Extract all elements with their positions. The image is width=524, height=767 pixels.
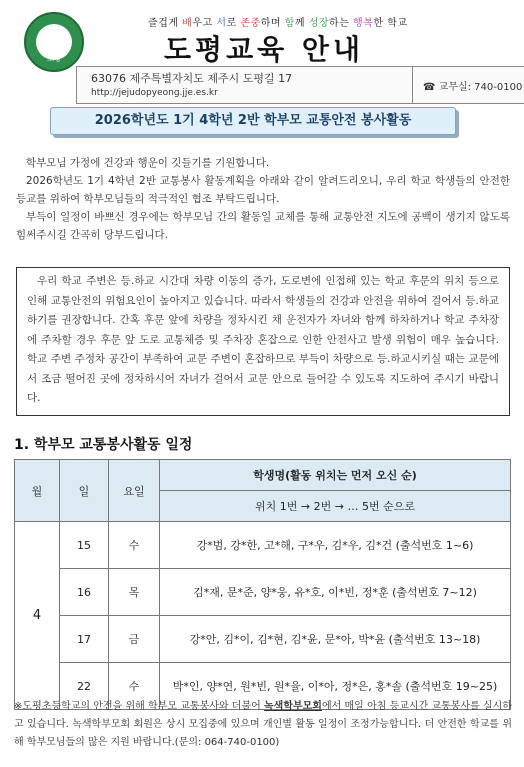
footnote [14,698,512,752]
motto-segment: 우고 [192,18,217,29]
page-title: 도평교육 안내 [163,33,365,66]
month-header: 월 [15,460,60,522]
motto-segment: 즐겁게 [148,18,183,29]
greeting-paragraph: 학부모님 가정에 건강과 행운이 깃들기를 기원합니다. [26,157,270,169]
day-cell: 17 [60,616,109,663]
names-header: 학생명(활동 위치는 먼저 오신 순) [160,460,511,491]
day-cell: 15 [60,522,109,569]
office-phone: ☎ 교무실: 740-0100 [423,82,523,93]
motto-segment: 함 [284,18,295,29]
motto-segment: 하는 [329,18,354,29]
logo-label: 도평 [47,55,61,63]
motto-segment: 성장 [308,18,330,29]
motto-segment: 배 [182,18,193,29]
motto-segment: 께 [294,18,309,29]
safety-notice-box [16,267,510,416]
weekday-cell: 수 [109,663,160,710]
motto-segment: 서 [216,18,227,29]
motto-segment: 행복 [353,18,374,29]
table-row [15,569,511,616]
day-cell: 16 [60,569,109,616]
table-row [15,522,511,569]
month-cell: 4 [15,522,60,710]
banner-title: 2026학년도 1기 4학년 2반 학부모 교통안전 봉사활동 [94,113,412,128]
footnote-lead: ※도평초등학교의 안전을 위해 학부모 교통봉사와 더불어 [14,701,264,712]
green-parents-club: 녹색학부모회 [264,701,322,712]
school-address: 63076 제주특별자치도 제주시 도평길 17 [91,72,293,85]
phone-box [412,66,524,104]
schedule-table [14,459,511,710]
weekday-cell: 수 [109,522,160,569]
letterhead [18,8,523,98]
motto-segment: 존중 [240,18,261,29]
footnote-rest: 에서 매일 아침 등교시간 교통봉사를 실시하고 있습니다. 녹색학부모회 회원은 상시 모집중에 있으며 개인별 활동 일정이 조정가능합니다. 더 안전한 학교를 위해 학부모님들의 많은 지원 바랍니다.(문의: 064-740-0100) [14,701,512,748]
names-cell: 강*안, 김*이, 김*현, 김*윤, 문*아, 박*윤 (출석번호 13~18) [160,616,511,663]
weekday-cell: 목 [109,569,160,616]
plan-paragraph: 2026학년도 1기 4학년 2반 교통봉사 활동계획을 아래와 같이 알려드리오니, 우리 학교 학생들의 안전한 등교를 위하여 학부모님들의 적극적인 협조 부탁드립니다. [16,175,510,205]
school-motto [148,14,408,29]
motto-segment: 하며 [260,18,285,29]
motto-segment: 로 [226,18,241,29]
order-header: 위치 1번 → 2번 → … 5번 순으로 [160,491,511,522]
address-box [76,66,414,104]
notice-banner [50,107,456,135]
section-title: 1. 학부모 교통봉사활동 일정 [14,437,193,453]
request-paragraph: 부득이 일정이 바쁘신 경우에는 학부모님 간의 활동일 교체를 통해 교통안전 지도에 공백이 생기지 않도록 힘써주시길 간곡히 당부드립니다. [16,211,510,241]
names-cell: 김*재, 문*준, 양*웅, 유*호, 이*빈, 정*훈 (출석번호 7~12) [160,569,511,616]
weekday-header: 요일 [109,460,160,522]
names-cell: 강*범, 강*한, 고*해, 구*우, 김*우, 김*건 (출석번호 1~6) [160,522,511,569]
day-cell: 22 [60,663,109,710]
names-cell: 박*인, 양*연, 원*빈, 원*율, 이*아, 정*은, 홍*솔 (출석번호 19~25) [160,663,511,710]
table-row [15,616,511,663]
day-header: 일 [60,460,109,522]
school-url[interactable]: http://jejudopyeong.jje.es.kr [91,88,218,98]
safety-notice-text: 우리 학교 주변은 등.하교 시간대 차량 이동의 증가, 도로변에 인접해 있는 학교 후문의 위치 등으로 인해 교통안전의 위험요인이 높아지고 있습니다. 따라서 학생들의 건강과 안전을 위하여 걸어서 등.하교하기를 권장합니다. 간혹 후문 앞에 차량을 정차시킨 채 운전자가 자녀와 함께 하차하거나 학교 주차장에 주차할 경우 후문 앞 도로 교통체증 및 주차장 혼잡으로 인한 안전사고 발생 위험이 매우 높습니다. 학교 주변 주정차 공간이 부족하여 교문 주변이 혼잡하므로 부득이 차량으로 등.하교시키실 때는 교문에서 조금 떨어진 곳에 정차하시어 자녀가 걸어서 교문 안으로 들어갈 수 있도록 지도하여 주시기 바랍니다. [27,275,499,404]
weekday-cell: 금 [109,616,160,663]
motto-segment: 한 학교 [373,18,408,29]
